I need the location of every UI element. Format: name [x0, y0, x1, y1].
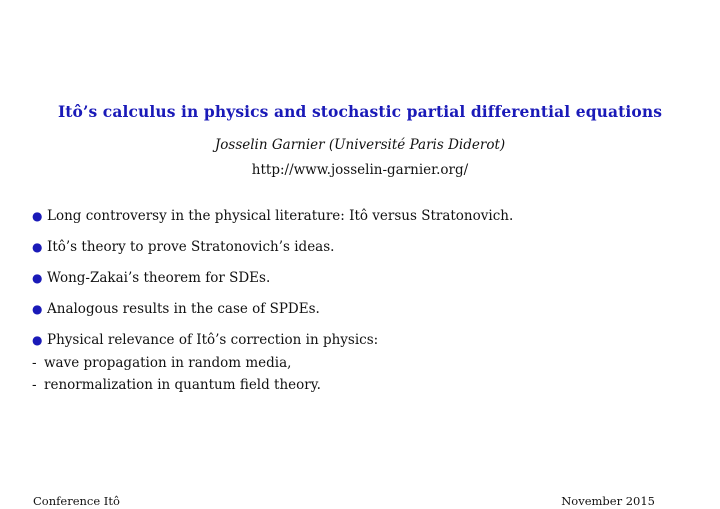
- bullet-icon: ●: [32, 209, 43, 223]
- dash-icon: -: [32, 355, 37, 371]
- bullet-text: Wong-Zakai’s theorem for SDEs.: [47, 270, 271, 286]
- bullet-list: [32, 208, 692, 399]
- bullet-text: Physical relevance of Itô’s correction in physics:: [47, 332, 379, 348]
- slide-title: Itô’s calculus in physics and stochastic partial differential equations: [57, 102, 663, 121]
- bullet-item: [32, 270, 692, 301]
- sub-item: [32, 355, 692, 377]
- dash-icon: -: [32, 377, 37, 393]
- footer-date: November 2015: [561, 494, 655, 508]
- bullet-item: [32, 301, 692, 332]
- sub-item: [32, 377, 692, 399]
- bullet-icon: ●: [32, 271, 43, 285]
- bullet-text: Itô’s theory to prove Stratonovich’s ideas.: [47, 239, 335, 255]
- bullet-item: [32, 208, 692, 239]
- bullet-icon: ●: [32, 240, 43, 254]
- bullet-text: Long controversy in the physical literature: Itô versus Stratonovich.: [47, 208, 514, 224]
- bullet-icon: ●: [32, 333, 43, 347]
- sub-item-text: renormalization in quantum field theory.: [44, 377, 321, 393]
- footer-conference: Conference Itô: [33, 494, 120, 508]
- author-line: Josselin Garnier (Université Paris Diderot): [214, 137, 506, 153]
- bullet-item: [32, 332, 692, 355]
- bullet-text: Analogous results in the case of SPDEs.: [47, 301, 320, 317]
- sub-item-text: wave propagation in random media,: [44, 355, 292, 371]
- bullet-item: [32, 239, 692, 270]
- author-url: http://www.josselin-garnier.org/: [251, 162, 469, 178]
- bullet-icon: ●: [32, 302, 43, 316]
